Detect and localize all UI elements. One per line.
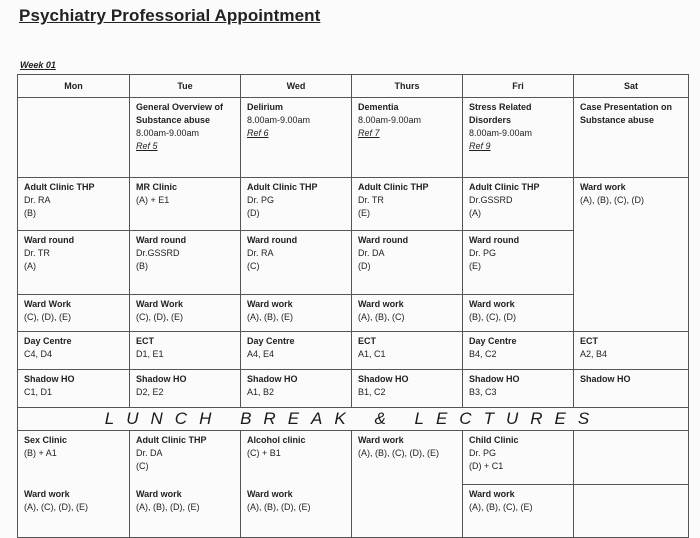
afternoon1-mon: Sex Clinic (B) + A1 [18,431,130,485]
day-header-sat: Sat [574,75,689,98]
reference-link: Ref 6 [247,128,269,138]
lecture-mon [18,98,130,178]
reference-link: Ref 5 [136,141,158,151]
wardwork-sat: Ward work (A), (B), (C), (D) [574,178,689,332]
lecture-row [18,98,689,178]
day-header-mon: Mon [18,75,130,98]
ect-tue: ECT D1, E1 [130,332,241,370]
afternoon1-sat [574,431,689,485]
shadow-sat: Shadow HO [574,370,689,408]
wardround-thu: Ward round Dr. DA (D) [352,231,463,295]
afternoon-thu: Ward work (A), (B), (C), (D), (E) [352,431,463,538]
clinic-mon: Adult Clinic THP Dr. RA (B) [18,178,130,231]
lecture-sat: Case Presentation on Substance abuse [574,98,689,178]
day-header-thu: Thurs [352,75,463,98]
clinic-tue: MR Clinic (A) + E1 [130,178,241,231]
page-title: Psychiatry Professorial Appointment [19,6,321,25]
timetable [17,74,689,538]
shadow-row [18,370,689,408]
afternoon1-fri: Child Clinic Dr. PG (D) + C1 [463,431,574,485]
reference-link: Ref 9 [469,141,491,151]
daycentre-wed: Day Centre A4, E4 [241,332,352,370]
wardwork-tue: Ward Work (C), (D), (E) [130,295,241,332]
week-label: Week 01 [20,60,56,70]
wardround-tue: Ward round Dr.GSSRD (B) [130,231,241,295]
day-header-fri: Fri [463,75,574,98]
afternoon2-mon: Ward work (A), (C), (D), (E) [18,485,130,538]
daycentre-fri: Day Centre B4, C2 [463,332,574,370]
lecture-tue: General Overview of Substance abuse 8.00am-9.00am Ref 5 [130,98,241,178]
wardround-wed: Ward round Dr. RA (C) [241,231,352,295]
ect-thu: ECT A1, C1 [352,332,463,370]
lunch-row [18,408,689,431]
clinic-row [18,178,689,231]
wardwork-thu: Ward work (A), (B), (C) [352,295,463,332]
lunch-break-banner: LUNCH BREAK & LECTURES [18,408,689,431]
wardwork-wed: Ward work (A), (B), (E) [241,295,352,332]
clinic-wed: Adult Clinic THP Dr. PG (D) [241,178,352,231]
daycentre-row [18,332,689,370]
shadow-thu: Shadow HO B1, C2 [352,370,463,408]
afternoon-row-1 [18,431,689,485]
shadow-fri: Shadow HO B3, C3 [463,370,574,408]
ect-sat: ECT A2, B4 [574,332,689,370]
day-header-wed: Wed [241,75,352,98]
shadow-tue: Shadow HO D2, E2 [130,370,241,408]
wardround-mon: Ward round Dr. TR (A) [18,231,130,295]
wardround-fri: Ward round Dr. PG (E) [463,231,574,295]
lecture-thu: Dementia 8.00am-9.00am Ref 7 [352,98,463,178]
clinic-fri: Adult Clinic THP Dr.GSSRD (A) [463,178,574,231]
afternoon2-sat [574,485,689,538]
afternoon1-tue: Adult Clinic THP Dr. DA (C) [130,431,241,485]
clinic-thu: Adult Clinic THP Dr. TR (E) [352,178,463,231]
lecture-wed: Delirium 8.00am-9.00am Ref 6 [241,98,352,178]
afternoon2-wed: Ward work (A), (B), (D), (E) [241,485,352,538]
daycentre-mon: Day Centre C4, D4 [18,332,130,370]
reference-link: Ref 7 [358,128,380,138]
day-header-tue: Tue [130,75,241,98]
afternoon1-wed: Alcohol clinic (C) + B1 [241,431,352,485]
day-header-row [18,75,689,98]
afternoon2-tue: Ward work (A), (B), (D), (E) [130,485,241,538]
shadow-wed: Shadow HO A1, B2 [241,370,352,408]
shadow-mon: Shadow HO C1, D1 [18,370,130,408]
afternoon2-fri: Ward work (A), (B), (C), (E) [463,485,574,538]
wardwork-mon: Ward Work (C), (D), (E) [18,295,130,332]
lecture-fri: Stress Related Disorders 8.00am-9.00am Ref 9 [463,98,574,178]
wardwork-fri: Ward work (B), (C), (D) [463,295,574,332]
